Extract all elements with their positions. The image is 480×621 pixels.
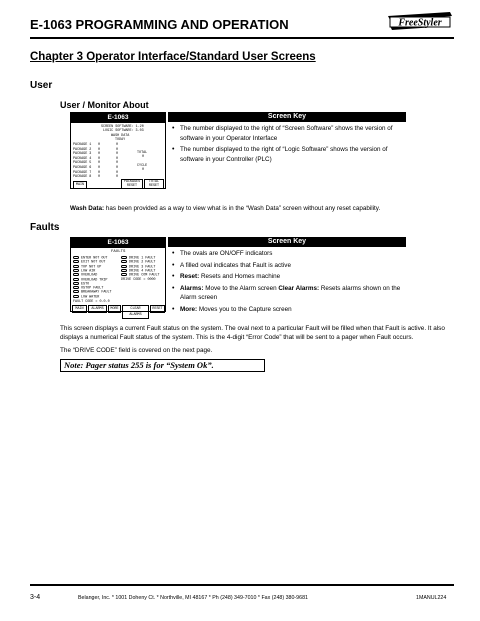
package-count: 0 — [116, 147, 119, 152]
faults-key-heading: Screen Key — [168, 237, 406, 247]
wash-data-note — [70, 205, 380, 212]
freestyler-logo — [386, 10, 454, 32]
chapter-title: Chapter 3 Operator Interface/Standard User Screens — [30, 51, 316, 63]
fault-oval-icon — [73, 269, 79, 272]
wash-data-note-text: has been provided as a way to view what is in the “Wash Data” screen without any reset capability. — [104, 205, 381, 212]
cycle-value: 0 — [142, 168, 145, 172]
faults-key-list — [168, 249, 406, 314]
fault-label: BREAKAWAY FAULT — [81, 290, 112, 295]
fault-screen-button[interactable]: CLEAR ALARMS — [122, 305, 149, 319]
package-count: 0 — [116, 166, 119, 170]
fault-label: TOP NOT UP — [81, 264, 102, 269]
fault-indicator — [121, 273, 160, 277]
faults-key-item-text: Move to the Alarm screen — [203, 284, 279, 292]
section-heading-faults: Faults — [30, 222, 60, 233]
fault-label: LOW WATER — [81, 295, 100, 300]
fault-label: EXIT NOT OUT — [81, 260, 106, 265]
faults-key-item-text: Resets and Homes machine — [199, 273, 281, 280]
fault-oval-icon — [73, 286, 79, 289]
drive-code-paragraph: The “DRIVE CODE” field is covered on the next page. — [60, 347, 213, 354]
package-count: 0 — [116, 156, 119, 161]
fault-indicator — [73, 295, 99, 299]
package-label: PACKAGE 5 — [73, 161, 92, 166]
faults-key-item-term: Clear Alarms: — [278, 284, 320, 292]
package-count: 0 — [116, 152, 119, 157]
fault-oval-icon — [73, 273, 79, 276]
faults-key-item — [168, 261, 406, 271]
package-count: 0 — [98, 175, 101, 180]
fault-label: ENTER NOT OUT — [81, 256, 108, 261]
fault-oval-icon — [73, 290, 79, 293]
about-screen-mockup — [70, 112, 166, 189]
fault-screen-button[interactable]: MAIN — [72, 305, 87, 313]
faults-key-item — [168, 305, 406, 315]
fault-oval-icon — [73, 282, 79, 285]
fault-screen-button[interactable]: RESET — [150, 305, 165, 313]
fault-oval-icon — [121, 269, 127, 272]
fault-oval-icon — [121, 260, 127, 263]
about-screen-key — [168, 112, 406, 164]
fault-oval-icon — [121, 256, 127, 259]
about-key-list — [168, 124, 406, 164]
fault-label: OSTOP FAULT — [81, 286, 104, 291]
package-count: 0 — [98, 156, 101, 161]
fault-label: OVERLOAD — [81, 273, 98, 278]
pager-note: Note: Pager status 255 is for “System Ok”. — [60, 359, 265, 372]
about-key-heading: Screen Key — [168, 112, 406, 122]
fault-label: DRIVE COM FAULT — [129, 273, 160, 278]
package-count: 0 — [98, 161, 101, 166]
page-header — [30, 8, 454, 36]
fault-label: DRIVE 2 FAULT — [129, 260, 156, 265]
faults-key-item-term: Alarms: — [180, 284, 204, 292]
faults-screen-title: E-1063 — [71, 238, 165, 248]
wash-data-label: WASH DATA — [111, 134, 130, 138]
package-label: PACKAGE 2 — [73, 147, 92, 152]
package-label: PACKAGE 7 — [73, 170, 92, 175]
footer-rule — [30, 584, 454, 586]
package-label: PACKAGE 3 — [73, 152, 92, 157]
fault-label: ESTO — [81, 282, 90, 287]
today-label: TODAY — [115, 138, 126, 142]
fault-oval-icon — [73, 260, 79, 263]
faults-key-item — [168, 272, 406, 282]
fault-screen-button[interactable]: MORE — [108, 305, 121, 313]
faults-key-item-text: A filled oval indicates that Fault is active — [180, 261, 291, 269]
fault-screen-button[interactable]: ALARMS — [88, 305, 107, 313]
fault-label: OVERLOAD TRIP — [81, 277, 108, 282]
package-label: PACKAGE 6 — [73, 166, 92, 170]
total-reset-button[interactable]: TOTAL RESET — [144, 179, 164, 189]
package-count: 0 — [98, 152, 101, 157]
subsection-heading-monitor-about: User / Monitor About — [60, 100, 149, 110]
package-count: 0 — [98, 143, 101, 147]
about-key-item: • The number displayed to the right of “Screen Software” shows the version of software in your Operator Interface — [168, 124, 406, 143]
header-title: E-1063 PROGRAMMING AND OPERATION — [30, 17, 289, 32]
about-key-item: • The number displayed to the right of “Logic Software” shows the version of software in your Controller (PLC) — [168, 145, 406, 164]
package-label: PACKAGE 8 — [73, 175, 92, 180]
screen-software-line: SCREEN SOFTWARE: 1.20 — [101, 125, 144, 129]
package-count: 0 — [98, 170, 101, 175]
cycle-label: CYCLE — [137, 164, 148, 168]
fault-label: LOW AIR — [81, 269, 96, 274]
package-count: 0 — [116, 161, 119, 166]
faults-key-item-text: Resets alarms shown on the Alarm screen — [180, 284, 401, 301]
total-value: 0 — [142, 155, 145, 159]
package-label: PACKAGE 1 — [73, 143, 92, 147]
footer-address: Belanger, Inc. * 1001 Doheny Ct. * Northville, MI 48167 * Ph (248) 349-7010 * Fax (248) 380-9681 — [78, 595, 308, 601]
faults-key-item — [168, 284, 406, 303]
fault-oval-icon — [73, 295, 79, 298]
fault-label: DRIVE 4 FAULT — [129, 269, 156, 274]
faults-key-item — [168, 249, 406, 259]
package-count: 0 — [116, 170, 119, 175]
faults-key-item-text: The ovals are ON/OFF indicators — [180, 250, 273, 257]
total-label: TOTAL — [137, 151, 148, 155]
fault-oval-icon — [73, 265, 79, 268]
faults-screen-mockup — [70, 237, 166, 317]
fault-code-readout: FAULT CODE = 0.0.0 — [73, 300, 110, 304]
page-number: 3-4 — [30, 594, 41, 601]
faults-subtitle: FAULTS — [111, 250, 126, 254]
about-screen-title: E-1063 — [71, 113, 165, 123]
fault-oval-icon — [121, 273, 127, 276]
header-rule — [30, 37, 454, 39]
package-count: 0 — [116, 143, 119, 147]
section-heading-user: User — [30, 80, 53, 91]
document-id: 1MANUL224 — [416, 595, 447, 601]
faults-screen-key — [168, 237, 406, 314]
main-button[interactable]: MAIN — [73, 181, 87, 189]
faults-key-item-term: Reset: — [180, 273, 200, 280]
fault-oval-icon — [73, 278, 79, 281]
package-label: PACKAGE 4 — [73, 156, 92, 161]
package-count: 0 — [98, 166, 101, 170]
packages-reset-button[interactable]: PACKAGES RESET — [121, 179, 143, 189]
drive-code-readout: DRIVE CODE = 0000 — [121, 278, 156, 282]
faults-key-item-text: Moves you to the Capture screen — [197, 305, 292, 313]
fault-oval-icon — [121, 265, 127, 268]
fault-description-paragraph: This screen displays a current Fault status on the system. The oval next to a particular Fault will be filled when that Fault is active. It also displays a numerical Fault status of the system. This is the 4-digit “Error Code” that will be sent to a pager when Fault occurs. — [60, 325, 445, 341]
svg-text:FreeStyler: FreeStyler — [398, 17, 442, 29]
fault-label: DRIVE 3 FAULT — [129, 264, 156, 269]
fault-oval-icon — [73, 256, 79, 259]
package-count: 0 — [116, 175, 119, 180]
package-count: 0 — [98, 147, 101, 152]
faults-key-item-term: More: — [180, 305, 198, 313]
wash-data-note-label: Wash Data: — [70, 205, 105, 212]
logic-software-line: LOGIC SOFTWARE: 3.03 — [103, 129, 144, 133]
fault-label: DRIVE 1 FAULT — [129, 256, 156, 261]
